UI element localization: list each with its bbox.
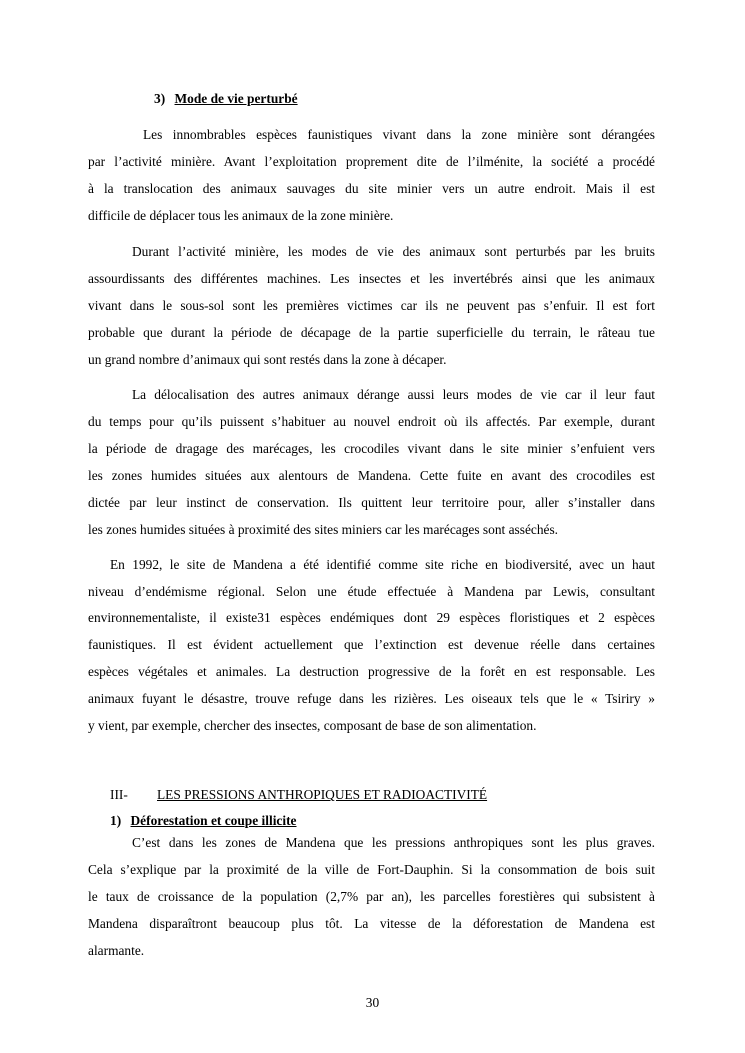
page-number: 30 — [365, 995, 380, 1010]
section-1-heading — [110, 812, 297, 829]
paragraph-3-line: dictée par leur instinct de conservation. Ils quittent leur territoire pour, aller s’installer dans — [88, 495, 655, 510]
section-3-title: Mode de vie perturbé — [174, 91, 298, 106]
paragraph-4-line: faunistiques. Il est évident actuellement que l’extinction est devenue réelle dans certaines — [88, 637, 655, 652]
paragraph-4-line: y vient, par exemple, chercher des insectes, composant de base de son alimentation. — [88, 718, 537, 733]
paragraph-4-line: animaux fuyant le désastre, trouve refuge dans les rizières. Les oiseaux tels que le « Tsiriry » — [88, 691, 655, 706]
paragraph-3-line: les zones humides situées à proximité des sites miniers car les marécages sont asséchés. — [88, 522, 559, 537]
section-3-number: 3) — [154, 91, 166, 106]
section-III-heading — [110, 786, 488, 803]
section-3-heading — [154, 90, 298, 107]
paragraph-1-line: par l’activité minière. Avant l’exploitation proprement dite de l’ilménite, la société a procédé — [88, 154, 655, 169]
section-1-title: Déforestation et coupe illicite — [130, 813, 297, 828]
paragraph-2-line: Durant l’activité minière, les modes de vie des animaux sont perturbés par les bruits — [132, 244, 655, 259]
paragraph-4-line: niveau d’endémisme régional. Selon une étude effectuée à Mandena par Lewis, consultant — [88, 584, 655, 599]
paragraph-2-line: vivant dans le sous-sol sont les premières victimes car ils ne peuvent pas s’enfuir. Il est fort — [88, 298, 655, 313]
paragraph-5-line: le taux de croissance de la population (2,7% par an), les parcelles forestières qui subsistent à — [88, 889, 655, 904]
paragraph-3-line: du temps pour qu’ils puissent s’habituer au nouvel endroit où ils affectés. Par exemple, durant — [88, 414, 655, 429]
paragraph-2-line: assourdissants des différentes machines. Les insectes et les invertébrés ainsi que les animaux — [88, 271, 655, 286]
paragraph-1-line: difficile de déplacer tous les animaux de la zone minière. — [88, 208, 394, 223]
paragraph-4-line: En 1992, le site de Mandena a été identifié comme site riche en biodiversité, avec un haut — [110, 557, 655, 572]
paragraph-2-line: probable que durant la période de décapage de la partie superficielle du terrain, le râteau tue — [88, 325, 655, 340]
paragraph-2-line: un grand nombre d’animaux qui sont restés dans la zone à décaper. — [88, 352, 447, 367]
paragraph-5-line: Mandena disparaîtront beaucoup plus tôt. La vitesse de la déforestation de Mandena est — [88, 916, 655, 931]
paragraph-5-line: alarmante. — [88, 943, 145, 958]
paragraph-4-line: espèces végétales et animales. La destruction progressive de la forêt en est responsable. Les — [88, 664, 655, 679]
paragraph-3-line: La délocalisation des autres animaux dérange aussi leurs modes de vie car il leur faut — [132, 387, 655, 402]
paragraph-1-line: à la translocation des animaux sauvages du site minier vers un autre endroit. Mais il est — [88, 181, 655, 196]
section-III-title: LES PRESSIONS ANTHROPIQUES ET RADIOACTIVITÉ — [157, 787, 488, 802]
paragraph-5-line: C’est dans les zones de Mandena que les pressions anthropiques sont les plus graves. — [132, 835, 655, 850]
section-1-number: 1) — [110, 813, 122, 828]
paragraph-3-line: la période de dragage des marécages, les crocodiles vivant dans le site minier s’enfuient vers — [88, 441, 655, 456]
paragraph-4-line: environnementaliste, il existe31 espèces endémiques dont 29 espèces floristiques et 2 espèces — [88, 610, 655, 625]
paragraph-1-line: Les innombrables espèces faunistiques vivant dans la zone minière sont dérangées — [143, 127, 655, 142]
paragraph-3-line: les zones humides situées aux alentours de Mandena. Cette fuite en avant des crocodiles est — [88, 468, 655, 483]
paragraph-5-line: Cela s’explique par la proximité de la ville de Fort-Dauphin. Si la consommation de bois suit — [88, 862, 655, 877]
section-III-number: III- — [110, 787, 128, 802]
